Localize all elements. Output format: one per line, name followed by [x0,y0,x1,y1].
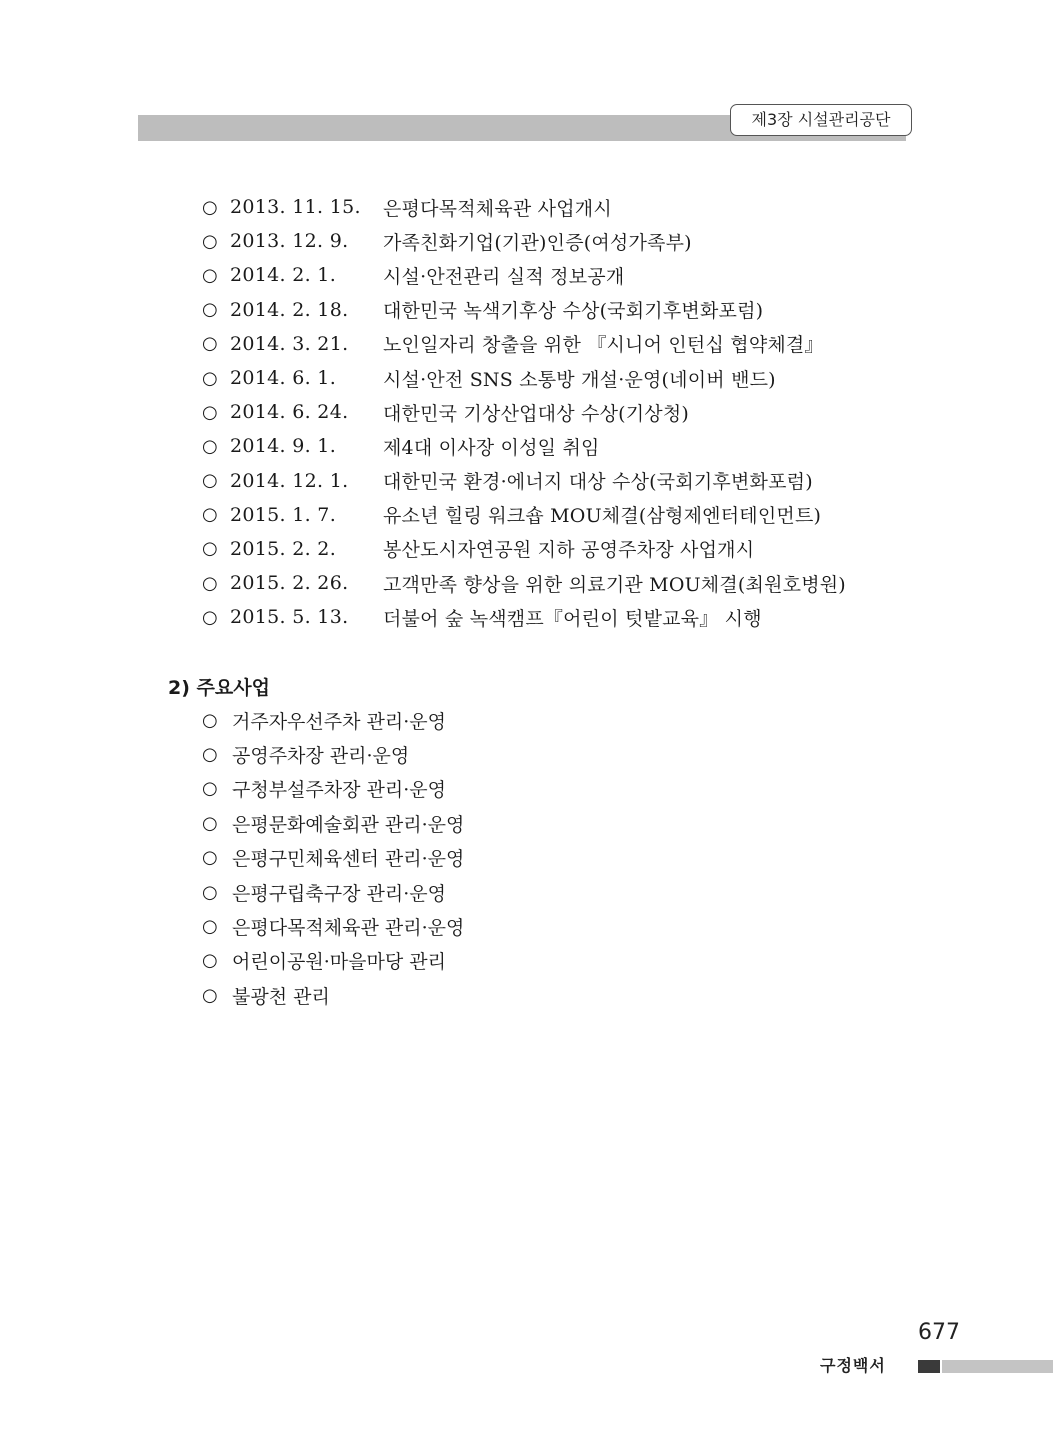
history-event: 대한민국 녹색기후상 수상(국회기후변화포럼) [383,300,764,323]
business-item [202,944,464,978]
bullet-icon: ○ [202,470,218,492]
history-list [202,190,846,634]
bullet-icon: ○ [202,401,218,423]
bullet-icon: ○ [202,572,218,594]
book-title: 구정백서 [820,1356,886,1375]
history-date: 2014. 6. 1. [230,367,337,390]
bullet-icon: ○ [202,538,218,560]
history-event: 제4대 이사장 이성일 취임 [383,436,600,459]
bullet-icon: ○ [202,367,218,389]
history-date: 2014. 2. 18. [230,298,349,321]
history-event: 은평다목적체육관 사업개시 [383,197,612,220]
business-text: 공영주차장 관리·운영 [232,745,410,768]
business-item [202,841,464,875]
bullet-icon: ○ [202,778,218,800]
history-item [202,327,846,361]
history-event: 대한민국 기상산업대상 수상(기상청) [383,402,690,425]
history-item [202,600,846,634]
business-text: 은평다목적체육관 관리·운영 [232,917,465,940]
bullet-icon: ○ [202,744,218,766]
history-item [202,190,846,224]
business-item [202,909,464,943]
bullet-icon: ○ [202,984,218,1006]
history-date: 2014. 6. 24. [230,401,349,424]
bullet-icon: ○ [202,812,218,834]
business-text: 불광천 관리 [232,985,330,1008]
history-item [202,361,846,395]
section-heading: 2) 주요사업 [168,677,270,699]
bullet-icon: ○ [202,264,218,286]
bullet-icon: ○ [202,847,218,869]
business-text: 어린이공원·마을마당 관리 [232,951,446,974]
history-event: 가족친화기업(기관)인증(여성가족부) [383,231,692,254]
history-item [202,532,846,566]
bullet-icon: ○ [202,606,218,628]
business-text: 은평구립축구장 관리·운영 [232,882,446,905]
history-item [202,258,846,292]
business-item [202,737,464,771]
business-text: 은평구민체육센터 관리·운영 [232,848,465,871]
history-date: 2015. 5. 13. [230,606,349,629]
history-item [202,224,846,258]
bullet-icon: ○ [202,299,218,321]
history-item [202,429,846,463]
history-event: 고객만족 향상을 위한 의료기관 MOU체결(최원호병원) [383,573,846,596]
footer-mark [918,1360,940,1373]
bullet-icon: ○ [202,709,218,731]
bullet-icon: ○ [202,504,218,526]
history-date: 2014. 12. 1. [230,469,349,492]
history-date: 2013. 12. 9. [230,230,349,253]
bullet-icon: ○ [202,950,218,972]
history-event: 유소년 힐링 워크숍 MOU체결(삼형제엔터테인먼트) [383,505,822,528]
bullet-icon: ○ [202,881,218,903]
history-item [202,293,846,327]
history-item [202,566,846,600]
history-item [202,395,846,429]
history-item [202,498,846,532]
business-text: 은평문화예술회관 관리·운영 [232,813,465,836]
business-item [202,772,464,806]
footer-bar [942,1360,1053,1373]
chapter-label: 제3장 시설관리공단 [730,104,912,136]
business-list [202,703,464,1013]
bullet-icon: ○ [202,333,218,355]
history-date: 2014. 9. 1. [230,435,337,458]
history-date: 2015. 2. 26. [230,572,349,595]
history-date: 2015. 2. 2. [230,537,337,560]
business-item [202,875,464,909]
history-event: 대한민국 환경·에너지 대상 수상(국회기후변화포럼) [383,471,813,494]
history-date: 2014. 3. 21. [230,332,349,355]
history-event: 더불어 숲 녹색캠프『어린이 텃밭교육』 시행 [383,607,762,630]
business-text: 거주자우선주차 관리·운영 [232,710,446,733]
business-item [202,703,464,737]
history-date: 2014. 2. 1. [230,264,337,287]
history-event: 봉산도시자연공원 지하 공영주차장 사업개시 [383,539,755,562]
history-item [202,464,846,498]
business-item [202,806,464,840]
bullet-icon: ○ [202,196,218,218]
bullet-icon: ○ [202,916,218,938]
bullet-icon: ○ [202,435,218,457]
history-date: 2013. 11. 15. [230,196,361,219]
history-event: 시설·안전관리 실적 정보공개 [383,265,625,288]
page-number: 677 [918,1320,960,1345]
history-date: 2015. 1. 7. [230,503,337,526]
business-text: 구청부설주차장 관리·운영 [232,779,446,802]
bullet-icon: ○ [202,230,218,252]
history-event: 노인일자리 창출을 위한 『시니어 인턴십 협약체결』 [383,334,824,357]
business-item [202,978,464,1012]
history-event: 시설·안전 SNS 소통방 개설·운영(네이버 밴드) [383,368,776,391]
